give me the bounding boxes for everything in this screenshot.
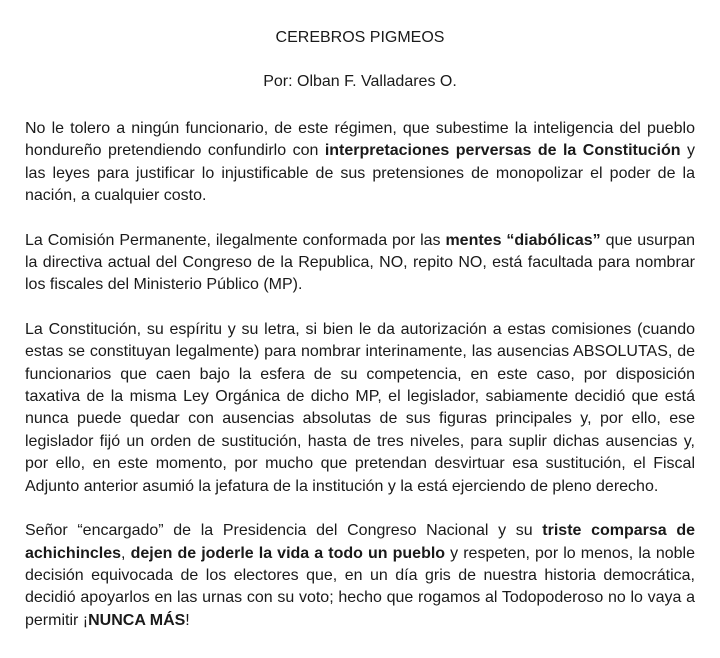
paragraph-3	[25, 319, 695, 498]
paragraph-2	[25, 230, 695, 297]
paragraph-4-text-c: y respeten, por lo menos, la noble decisión equivocada de los electores que, en un día gris de nuestra historia democrática, decidió apoyarlos en las urnas con su voto; hecho que rogamos al Todopoderoso no lo vaya a permitir ¡	[25, 544, 696, 629]
document-title: CEREBROS PIGMEOS	[275, 29, 445, 46]
paragraph-4-text-d: !	[185, 611, 190, 629]
paragraph-4-bold-a: triste comparsa de achichincles	[25, 522, 696, 562]
paragraph-2-bold-a: mentes “diabólicas”	[445, 231, 601, 249]
paragraph-1-bold-a: interpretaciones perversas de la Constitución	[324, 142, 681, 160]
paragraph-4-text-b: ,	[121, 544, 131, 562]
author-byline: Por: Olban F. Valladares O.	[263, 73, 457, 90]
paragraph-1-text-a: No le tolero a ningún funcionario, de este régimen, que subestime la inteligencia del pueblo hondureño pretendiendo confundirlo con	[25, 120, 695, 160]
paragraph-2-text-a: La Comisión Permanente, ilegalmente conformada por las	[25, 231, 446, 249]
paragraph-4-text-a: Señor “encargado” de la Presidencia del Congreso Nacional y su	[25, 522, 543, 540]
paragraph-4	[25, 520, 695, 632]
paragraph-3-text-a: La Constitución, su espíritu y su letra, si bien le da autorización a estas comisiones (cuando estas se constituyan legalmente) para nombrar interinamente, las ausencias ABSOLUTAS, de funcionarios que caen bajo la esfera de su competencia, en este caso, por disposición taxativa de la misma Ley Orgánica de dicho MP, el legislador, sabiamente decidió que está nunca puede quedar con ausencias absolutas de sus figuras principales y, por ello, ese legislador fijó un orden de sustitución, hasta de tres niveles, para suplir dichas ausencias y, por ello, en este momento, por mucho que pretendan desvirtuar esa sustitución, el Fiscal Adjunto anterior asumió la jefatura de la institución y la está ejerciendo de pleno derecho.	[25, 320, 695, 495]
paragraph-4-bold-c: NUNCA MÁS	[88, 611, 186, 629]
paragraph-1-text-b: y las leyes para justificar lo injustificable de sus pretensiones de monopolizar el poder de la nación, a cualquier costo.	[25, 142, 696, 205]
paragraph-2-text-b: que usurpan la directiva actual del Congreso de la Republica, NO, repito NO, está facultada para nombrar los fiscales del Ministerio Público (MP).	[25, 231, 696, 294]
paragraph-4-bold-b: dejen de joderle la vida a todo un pueblo	[130, 544, 446, 562]
paragraph-1	[25, 118, 695, 208]
